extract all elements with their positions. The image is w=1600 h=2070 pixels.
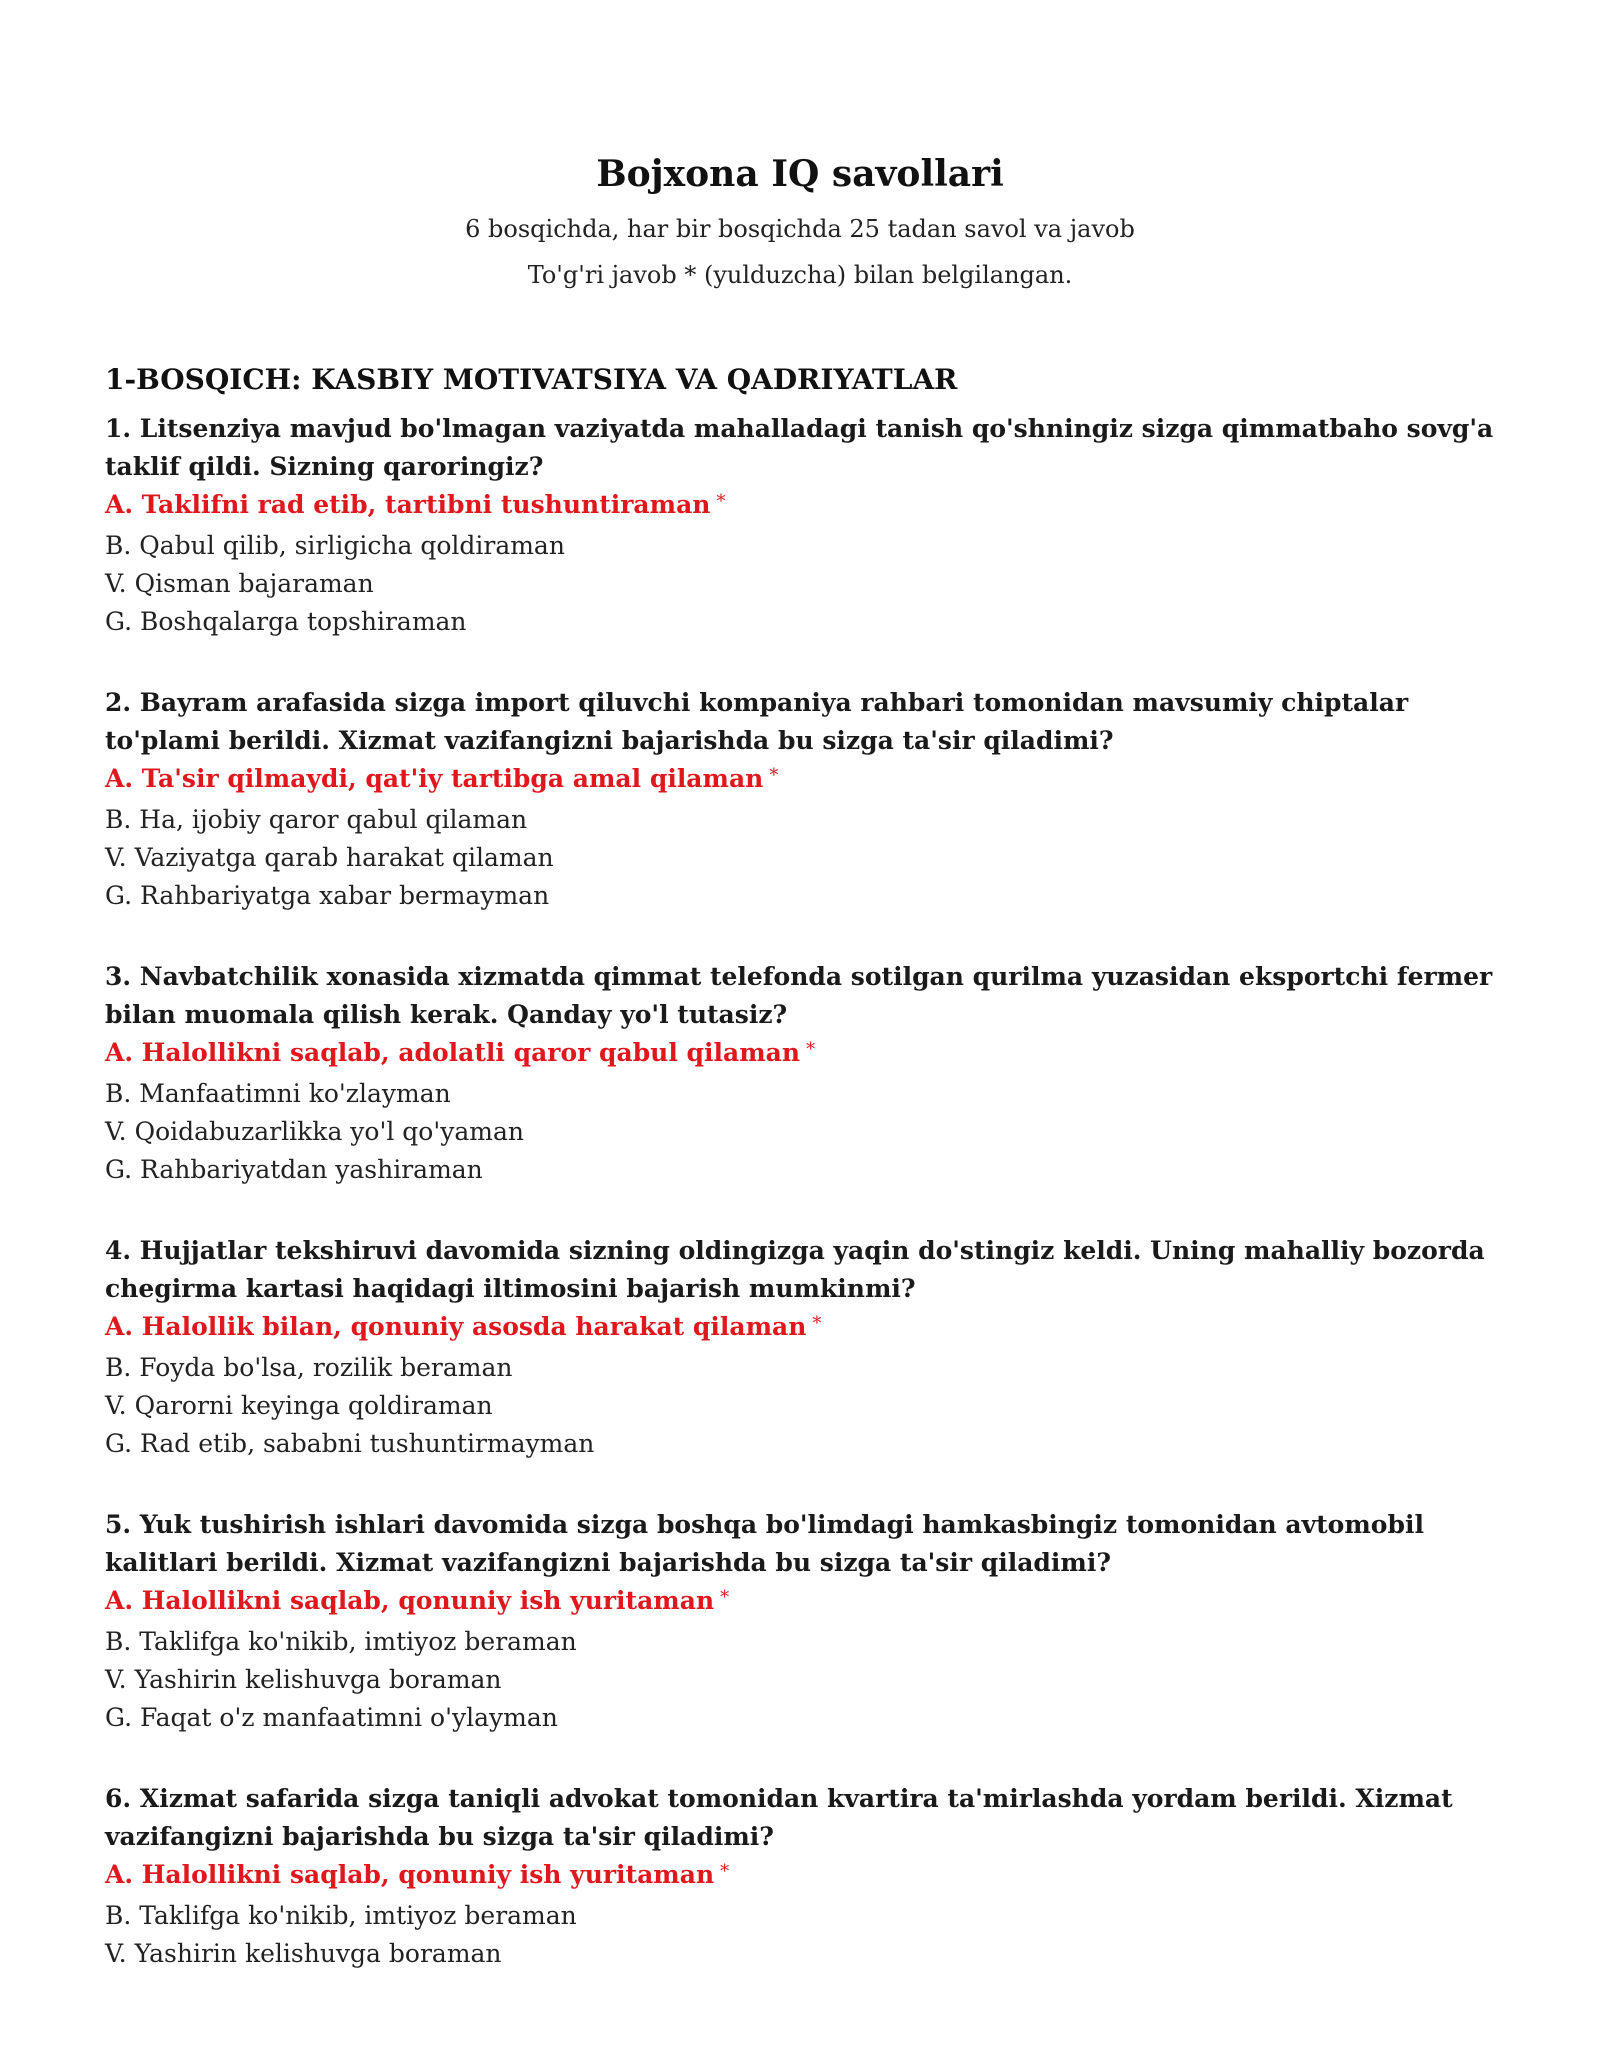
- answer-option: G. Boshqalarga topshiraman: [105, 607, 467, 636]
- question-text: 4. Hujjatlar tekshiruvi davomida sizning oldingizga yaqin do'stingiz keldi. Uning mahalliy bozorda chegirma kartasi haqidagi iltimosini bajarish mumkinmi?: [105, 1236, 1485, 1303]
- answer-option: B. Qabul qilib, sirligicha qoldiraman: [105, 531, 565, 560]
- answer-option: B. Taklifga ko'nikib, imtiyoz beraman: [105, 1627, 577, 1656]
- correct-star-marker: *: [720, 1861, 730, 1882]
- correct-option: [105, 760, 1505, 801]
- question-text: 5. Yuk tushirish ishlari davomida sizga boshqa bo'limdagi hamkasbingiz tomonidan avtomobil kalitlari berildi. Xizmat vazifangizni bajarishda bu sizga ta'sir qiladimi?: [105, 1510, 1424, 1577]
- section-heading: 1-BOSQICH: KASBIY MOTIVATSIYA VA QADRIYATLAR: [105, 363, 958, 396]
- answer-option: V. Yashirin kelishuvga boraman: [105, 1665, 502, 1694]
- answer-option: V. Yashirin kelishuvga boraman: [105, 1939, 502, 1968]
- correct-option: [105, 486, 1505, 527]
- answer-option: V. Vaziyatga qarab harakat qilaman: [105, 843, 554, 872]
- question-5: [105, 1506, 1505, 1737]
- correct-star-marker: *: [812, 1313, 822, 1334]
- answer-option: V. Qisman bajaraman: [105, 569, 374, 598]
- correct-option-text: A. Halollikni saqlab, qonuniy ish yuritaman: [105, 1860, 715, 1889]
- answer-option: V. Qarorni keyinga qoldiraman: [105, 1391, 493, 1420]
- answer-option: G. Rahbariyatdan yashiraman: [105, 1155, 483, 1184]
- correct-option: [105, 1582, 1505, 1623]
- correct-star-marker: *: [806, 1039, 816, 1060]
- answer-option: B. Ha, ijobiy qaror qabul qilaman: [105, 805, 528, 834]
- question-2: [105, 684, 1505, 915]
- question-6: [105, 1780, 1505, 1973]
- document-subtitle: 6 bosqichda, har bir bosqichda 25 tadan savol va javob: [465, 215, 1135, 243]
- answer-option: B. Foyda bo'lsa, rozilik beraman: [105, 1353, 513, 1382]
- answer-option: G. Rad etib, sababni tushuntirmayman: [105, 1429, 595, 1458]
- answer-option: G. Rahbariyatga xabar bermayman: [105, 881, 550, 910]
- correct-option-text: A. Halollikni saqlab, adolatli qaror qabul qilaman: [105, 1038, 801, 1067]
- correct-star-marker: *: [716, 491, 726, 512]
- answer-option: B. Manfaatimni ko'zlayman: [105, 1079, 451, 1108]
- correct-option: [105, 1034, 1505, 1075]
- answer-option: G. Faqat o'z manfaatimni o'ylayman: [105, 1703, 558, 1732]
- correct-star-marker: *: [769, 765, 779, 786]
- question-text: 2. Bayram arafasida sizga import qiluvchi kompaniya rahbari tomonidan mavsumiy chiptalar to'plami berildi. Xizmat vazifangizni bajarishda bu sizga ta'sir qiladimi?: [105, 688, 1409, 755]
- correct-option: [105, 1856, 1505, 1897]
- document-header: [0, 150, 1600, 292]
- document-title: Bojxona IQ savollari: [596, 153, 1004, 195]
- correct-option-text: A. Taklifni rad etib, tartibni tushuntiraman: [105, 490, 711, 519]
- correct-option-text: A. Ta'sir qilmaydi, qat'iy tartibga amal qilaman: [105, 764, 764, 793]
- correct-option: [105, 1308, 1505, 1349]
- question-text: 3. Navbatchilik xonasida xizmatda qimmat telefonda sotilgan qurilma yuzasidan eksportchi fermer bilan muomala qilish kerak. Qanday yo'l tutasiz?: [105, 962, 1493, 1029]
- question-3: [105, 958, 1505, 1189]
- answer-option: B. Taklifga ko'nikib, imtiyoz beraman: [105, 1901, 577, 1930]
- question-1: [105, 410, 1505, 641]
- document-content: [105, 360, 1505, 2016]
- correct-star-marker: *: [720, 1587, 730, 1608]
- question-text: 6. Xizmat safarida sizga taniqli advokat tomonidan kvartira ta'mirlashda yordam berildi. Xizmat vazifangizni bajarishda bu sizga ta'sir qiladimi?: [105, 1784, 1453, 1851]
- question-text: 1. Litsenziya mavjud bo'lmagan vaziyatda mahalladagi tanish qo'shningiz sizga qimmatbaho sovg'a taklif qildi. Sizning qaroringiz?: [105, 414, 1494, 481]
- answer-option: V. Qoidabuzarlikka yo'l qo'yaman: [105, 1117, 524, 1146]
- document-note: To'g'ri javob * (yulduzcha) bilan belgilangan.: [527, 261, 1073, 289]
- correct-option-text: A. Halollikni saqlab, qonuniy ish yuritaman: [105, 1586, 715, 1615]
- correct-option-text: A. Halollik bilan, qonuniy asosda harakat qilaman: [105, 1312, 807, 1341]
- question-4: [105, 1232, 1505, 1463]
